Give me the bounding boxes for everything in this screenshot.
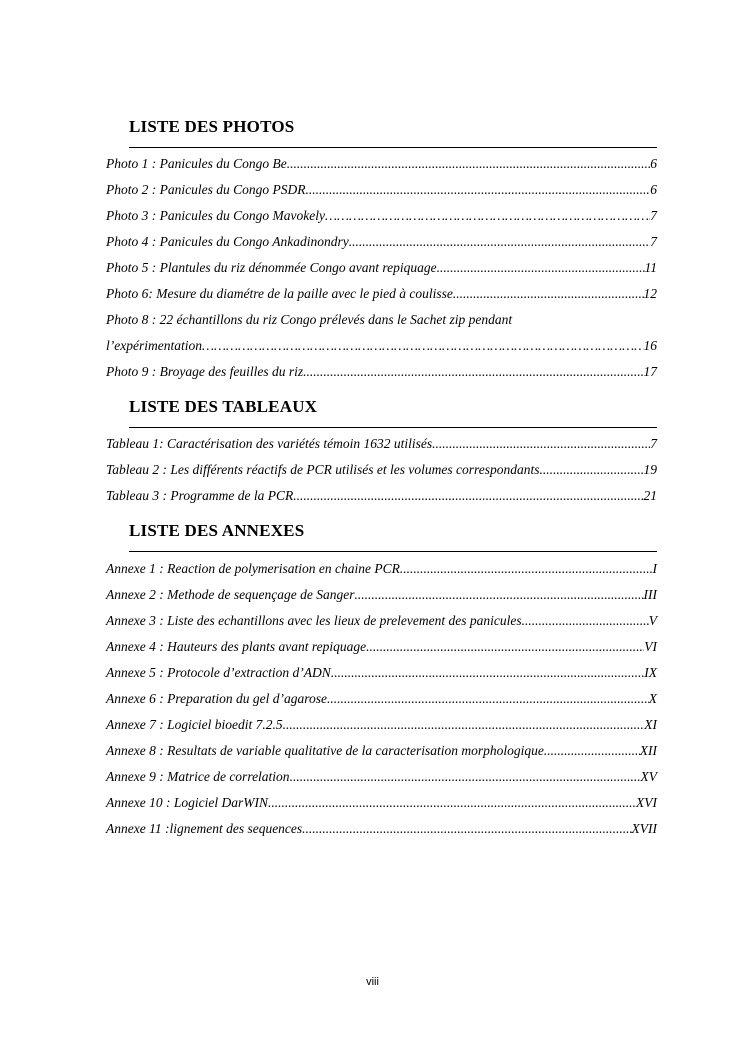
entry-page: 21 xyxy=(643,488,657,503)
photos-divider xyxy=(129,147,657,148)
dot-leader xyxy=(268,795,636,811)
entry-page: 19 xyxy=(643,462,657,477)
dot-leader xyxy=(400,561,653,577)
entry-page: 7 xyxy=(650,208,657,223)
toc-entry-photo-3[interactable] xyxy=(106,208,657,226)
entry-label: Photo 5 : Plantules du riz dénommée Congo avant repiquage xyxy=(106,260,437,275)
dot-leader xyxy=(325,208,650,224)
photos-heading: LISTE DES PHOTOS xyxy=(129,117,295,136)
dot-leader xyxy=(539,462,643,478)
toc-entry-photo-1[interactable] xyxy=(106,156,657,174)
entry-label: Photo 2 : Panicules du Congo PSDR xyxy=(106,182,306,197)
dot-leader xyxy=(202,338,644,354)
dot-leader xyxy=(331,665,644,681)
entry-page: 12 xyxy=(643,286,657,301)
dot-leader xyxy=(349,234,651,250)
annexes-divider xyxy=(129,551,657,552)
toc-entry-annexe-10[interactable] xyxy=(106,795,657,813)
entry-page: X xyxy=(648,691,657,706)
entry-page: 11 xyxy=(644,260,657,275)
dot-leader xyxy=(302,821,631,837)
entry-page: IX xyxy=(644,665,657,680)
entry-label: Annexe 3 : Liste des echantillons avec les lieux de prelevement des panicules xyxy=(106,613,522,628)
entry-page: XVI xyxy=(636,795,657,810)
entry-label: Photo 6: Mesure du diamétre de la paille avec le pied à coulisse xyxy=(106,286,453,301)
entry-label: Tableau 1: Caractérisation des variétés témoin 1632 utilisés xyxy=(106,436,433,451)
entry-page: 7 xyxy=(650,234,657,249)
dot-leader xyxy=(303,364,643,380)
toc-entry-photo-8-line1[interactable]: Photo 8 : 22 échantillons du riz Congo prélevés dans le Sachet zip pendant xyxy=(106,312,513,327)
dot-leader xyxy=(327,691,649,707)
entry-page: XVII xyxy=(631,821,657,836)
entry-label: l’expérimentation xyxy=(106,338,202,353)
toc-entry-photo-5[interactable] xyxy=(106,260,657,278)
toc-entry-tableau-2[interactable] xyxy=(106,462,657,480)
toc-entry-photo-6[interactable] xyxy=(106,286,657,304)
entry-label: Annexe 10 : Logiciel DarWIN xyxy=(106,795,268,810)
entry-label: Annexe 9 : Matrice de correlation xyxy=(106,769,290,784)
toc-entry-annexe-9[interactable] xyxy=(106,769,657,787)
entry-label: Photo 1 : Panicules du Congo Be xyxy=(106,156,287,171)
toc-entry-annexe-7[interactable] xyxy=(106,717,657,735)
entry-page: 7 xyxy=(650,436,657,451)
entry-page: I xyxy=(652,561,657,576)
dot-leader xyxy=(287,156,651,172)
toc-entry-annexe-8[interactable] xyxy=(106,743,657,761)
entry-page: VI xyxy=(644,639,657,654)
tableaux-divider xyxy=(129,427,657,428)
entry-page: XII xyxy=(639,743,657,758)
entry-page: V xyxy=(648,613,657,628)
entry-label: Annexe 2 : Methode de sequençage de Sanger xyxy=(106,587,355,602)
entry-label: Photo 3 : Panicules du Congo Mavokely xyxy=(106,208,325,223)
toc-entry-photo-2[interactable] xyxy=(106,182,657,200)
dot-leader xyxy=(522,613,649,629)
entry-page: XV xyxy=(640,769,657,784)
dot-leader xyxy=(290,769,641,785)
dot-leader xyxy=(432,436,650,452)
dot-leader xyxy=(366,639,644,655)
entry-label: Annexe 7 : Logiciel bioedit 7.2.5 xyxy=(106,717,283,732)
page-number: viii xyxy=(366,976,379,988)
entry-label: Annexe 11 :lignement des sequences xyxy=(106,821,303,836)
entry-label: Annexe 5 : Protocole d’extraction d’ADN xyxy=(106,665,331,680)
dot-leader xyxy=(305,182,650,198)
toc-entry-annexe-6[interactable] xyxy=(106,691,657,709)
dot-leader xyxy=(544,743,640,759)
dot-leader xyxy=(437,260,645,276)
entry-label: Annexe 1 : Reaction de polymerisation en chaine PCR xyxy=(106,561,400,576)
toc-entry-annexe-5[interactable] xyxy=(106,665,657,683)
toc-entry-annexe-1[interactable] xyxy=(106,561,657,579)
entry-page: 16 xyxy=(643,338,657,353)
dot-leader xyxy=(453,286,644,302)
toc-entry-annexe-11[interactable] xyxy=(106,821,657,839)
entry-label: Photo 9 : Broyage des feuilles du riz xyxy=(106,364,304,379)
dot-leader xyxy=(293,488,643,504)
toc-entry-tableau-3[interactable] xyxy=(106,488,657,506)
entry-page: 6 xyxy=(650,182,657,197)
entry-label: Annexe 6 : Preparation du gel d’agarose xyxy=(106,691,327,706)
dot-leader xyxy=(355,587,644,603)
entry-page: 17 xyxy=(643,364,657,379)
toc-entry-annexe-3[interactable] xyxy=(106,613,657,631)
annexes-heading: LISTE DES ANNEXES xyxy=(129,521,305,540)
toc-entry-annexe-2[interactable] xyxy=(106,587,657,605)
dot-leader xyxy=(283,717,645,733)
toc-entry-photo-4[interactable] xyxy=(106,234,657,252)
toc-entry-photo-8[interactable] xyxy=(106,338,657,356)
toc-entry-tableau-1[interactable] xyxy=(106,436,657,454)
toc-entry-annexe-4[interactable] xyxy=(106,639,657,657)
tableaux-heading: LISTE DES TABLEAUX xyxy=(129,397,318,416)
entry-page: III xyxy=(643,587,657,602)
entry-label: Tableau 3 : Programme de la PCR xyxy=(106,488,294,503)
entry-page: 6 xyxy=(650,156,657,171)
entry-page: XI xyxy=(644,717,657,732)
entry-label: Tableau 2 : Les différents réactifs de PCR utilisés et les volumes correspondants xyxy=(106,462,540,477)
entry-label: Annexe 8 : Resultats de variable qualitative de la caracterisation morphologique xyxy=(106,743,544,758)
toc-entry-photo-9[interactable] xyxy=(106,364,657,382)
entry-label: Photo 4 : Panicules du Congo Ankadinondry xyxy=(106,234,349,249)
entry-label: Annexe 4 : Hauteurs des plants avant repiquage xyxy=(106,639,367,654)
